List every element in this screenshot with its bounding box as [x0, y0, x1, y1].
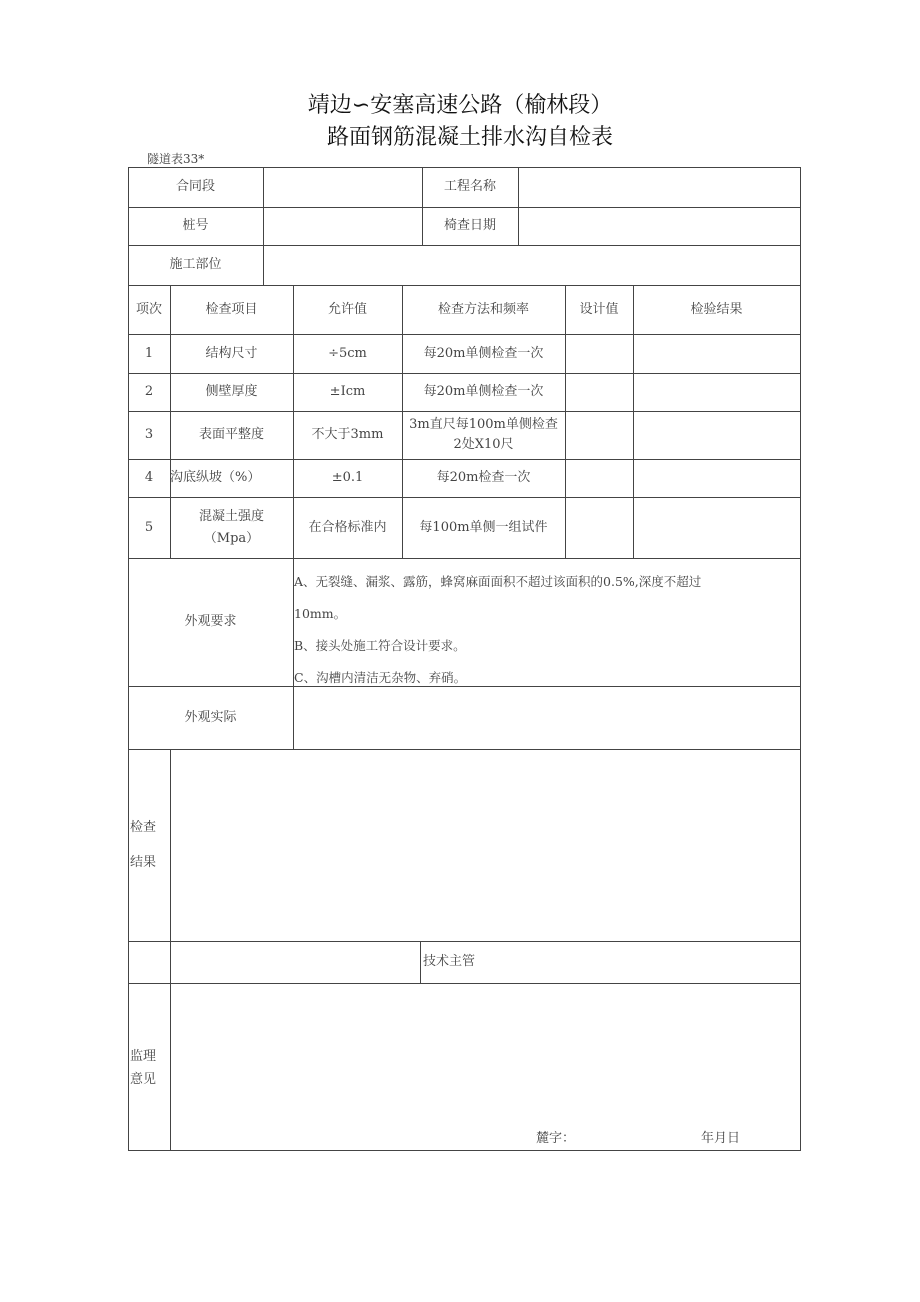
check-method: 每100m单侧一组试件: [419, 519, 548, 535]
grid-line: [128, 1150, 801, 1151]
check-method: 每20m单侧检查一次: [423, 384, 544, 399]
result-field[interactable]: [633, 373, 800, 411]
document-title-line2: 路面钢筋混凝土排水沟自检表: [326, 125, 613, 150]
appearance-requirement-label: 外观要求: [184, 614, 237, 629]
inspection-date-label: 椅查日期: [443, 218, 496, 233]
check-item: 结构尺寸: [205, 345, 258, 361]
result-field[interactable]: [633, 497, 800, 558]
column-header-item: 检查项目: [205, 301, 258, 317]
check-method: 每20m单侧检查一次: [423, 345, 544, 361]
column-header-allowed: 允许值: [327, 301, 367, 317]
allowed-value: ±Icm: [329, 384, 366, 399]
project-name-label: 工程名称: [443, 179, 496, 194]
document-title-line1: 靖边∽安塞高速公路（榆林段）: [307, 93, 613, 118]
requirement-line: C、沟槽内清洁无杂物、弃硝。: [294, 670, 467, 685]
result-label-line1: 检查: [130, 820, 157, 835]
tech-supervisor-label: 技术主管: [423, 954, 476, 969]
supervision-opinion-field[interactable]: [170, 983, 800, 1150]
row-number: 5: [144, 519, 154, 535]
design-value-field[interactable]: [565, 497, 633, 558]
check-item: 混凝土强度（Mpa）: [198, 508, 264, 546]
check-method: 每20m检查一次: [436, 470, 531, 485]
inspection-date-field[interactable]: [518, 207, 800, 245]
construction-part-field[interactable]: [263, 245, 800, 285]
appearance-actual-field[interactable]: [293, 686, 800, 749]
project-name-field[interactable]: [518, 167, 800, 207]
result-field[interactable]: [633, 459, 800, 497]
allowed-value: ÷5cm: [328, 345, 367, 361]
appearance-requirement-text: [294, 566, 799, 694]
column-header-no: 项次: [135, 301, 162, 317]
check-item: 沟底纵坡（%）: [170, 470, 261, 485]
inspection-result-field[interactable]: [170, 749, 800, 941]
result-label-line2: 结果: [130, 855, 157, 870]
requirement-line: 10mm。: [294, 606, 347, 621]
appearance-actual-label: 外观实际: [184, 709, 237, 725]
date-label: 年月日: [701, 1131, 741, 1146]
form-number: 隧道表33*: [147, 152, 205, 166]
station-label: 桩号: [182, 218, 209, 233]
station-field[interactable]: [263, 207, 422, 245]
result-field[interactable]: [633, 334, 800, 373]
check-item: 表面平整度: [198, 427, 264, 442]
grid-line: [800, 167, 801, 1151]
construction-part-label: 施工部位: [169, 257, 222, 272]
column-header-design: 设计值: [579, 301, 619, 317]
column-header-method: 检查方法和频率: [437, 301, 529, 317]
design-value-field[interactable]: [565, 334, 633, 373]
check-item: 侧壁厚度: [205, 384, 258, 399]
contract-section-field[interactable]: [263, 167, 422, 207]
design-value-field[interactable]: [565, 411, 633, 459]
result-field[interactable]: [633, 411, 800, 459]
requirement-line: B、接头处施工符合设计要求。: [294, 638, 466, 653]
allowed-value: 不大于3mm: [311, 427, 384, 442]
opinion-label-line1: 监理: [130, 1049, 157, 1064]
design-value-field[interactable]: [565, 459, 633, 497]
allowed-value: 在合格标准内: [308, 519, 387, 535]
row-number: 4: [144, 470, 154, 485]
check-method: 3m直尺每100m单侧检查2处X10尺: [409, 417, 558, 452]
allowed-value: ±0.1: [331, 470, 364, 485]
design-value-field[interactable]: [565, 373, 633, 411]
column-header-result: 检验结果: [690, 301, 743, 317]
row-number: 3: [144, 427, 154, 442]
signature-label: 麓字：: [536, 1131, 576, 1146]
contract-section-label: 合同段: [175, 179, 215, 194]
requirement-line: A、无裂缝、漏浆、露筋，蜂窝麻面面积不超过该面积的0.5%,深度不超过: [294, 574, 702, 589]
row-number: 1: [144, 345, 154, 361]
row-number: 2: [144, 384, 154, 399]
opinion-label-line2: 意见: [130, 1072, 157, 1087]
